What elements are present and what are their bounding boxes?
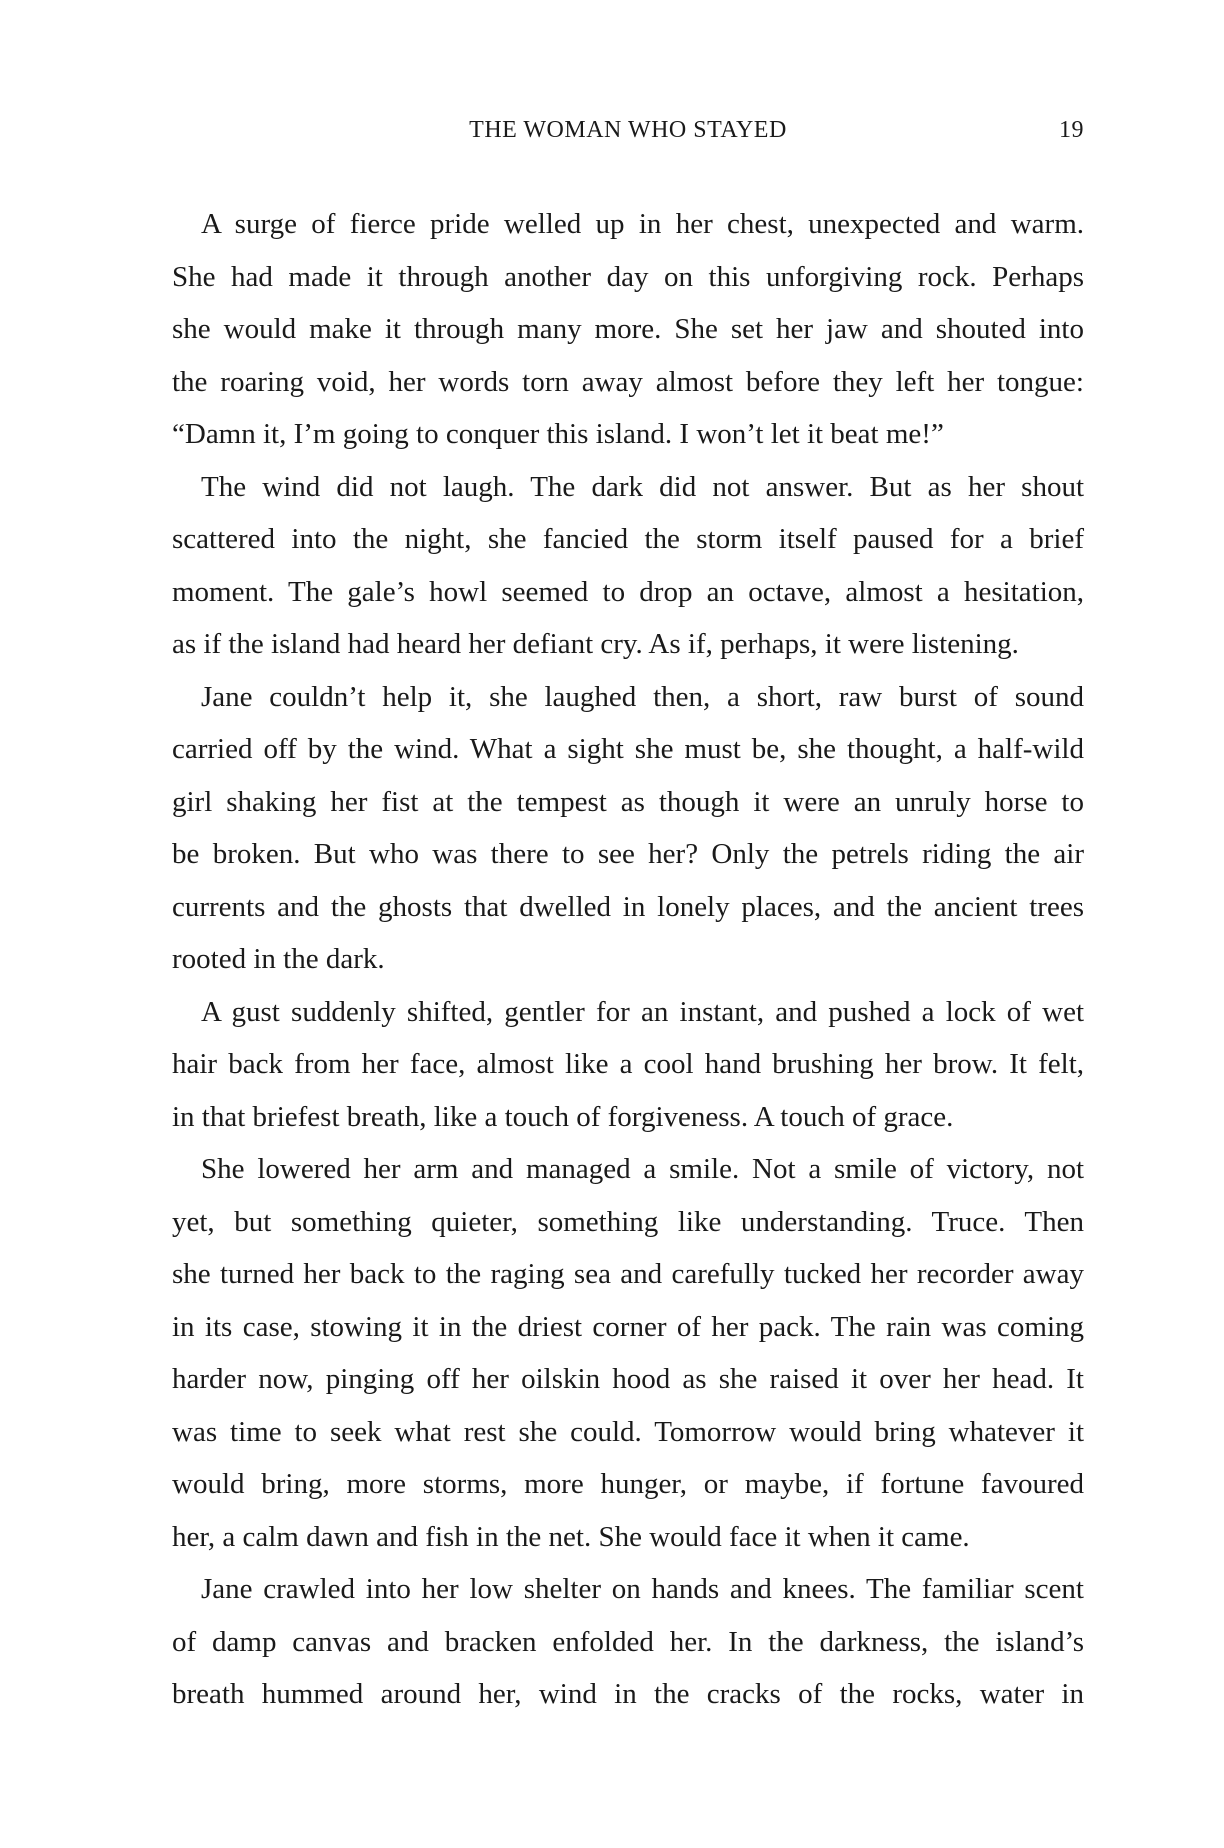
- paragraph: [172, 198, 1084, 461]
- body-text: [172, 198, 1084, 1721]
- text-line: in that briefest breath, like a touch of forgiveness. A touch of grace.: [172, 1100, 954, 1133]
- text-line: be broken. But who was there to see her? Only the petrels riding the air: [172, 838, 1084, 870]
- text-line: moment. The gale’s howl seemed to drop an octave, almost a hesitation,: [172, 575, 1084, 608]
- text-line: of damp canvas and bracken enfolded her. In the darkness, the island’s: [172, 1625, 1084, 1658]
- text-line: breath hummed around her, wind in the cracks of the rocks, water in: [172, 1678, 1084, 1710]
- text-line: hair back from her face, almost like a cool hand brushing her brow. It felt,: [172, 1048, 1084, 1080]
- text-line: she would make it through many more. She set her jaw and shouted into: [172, 313, 1084, 345]
- paragraph: [172, 1563, 1084, 1721]
- text-line: “Damn it, I’m going to conquer this island. I won’t let it beat me!”: [172, 418, 944, 450]
- text-line: girl shaking her fist at the tempest as though it were an unruly horse to: [172, 785, 1084, 818]
- running-head: [172, 112, 1084, 148]
- page-number: 19: [1059, 117, 1084, 143]
- text-line: Jane crawled into her low shelter on hands and knees. The familiar scent: [201, 1573, 1084, 1605]
- text-line: her, a calm dawn and fish in the net. She would face it when it came.: [172, 1520, 970, 1553]
- paragraph: [172, 986, 1084, 1144]
- text-line: yet, but something quieter, something like understanding. Truce. Then: [172, 1205, 1084, 1238]
- text-line: the roaring void, her words torn away almost before they left her tongue:: [172, 365, 1084, 398]
- paragraph: [172, 1143, 1084, 1563]
- text-line: She lowered her arm and managed a smile. Not a smile of victory, not: [201, 1153, 1084, 1185]
- text-line: currents and the ghosts that dwelled in lonely places, and the ancient trees: [172, 890, 1084, 923]
- text-line: The wind did not laugh. The dark did not answer. But as her shout: [201, 470, 1084, 503]
- text-line: as if the island had heard her defiant cry. As if, perhaps, it were listening.: [172, 628, 1019, 660]
- paragraph: [172, 461, 1084, 671]
- text-line: carried off by the wind. What a sight she must be, she thought, a half-wild: [172, 733, 1084, 765]
- text-line: scattered into the night, she fancied the storm itself paused for a brief: [172, 523, 1084, 555]
- text-line: A gust suddenly shifted, gentler for an instant, and pushed a lock of wet: [201, 995, 1084, 1028]
- running-title: THE WOMAN WHO STAYED: [469, 117, 787, 143]
- text-line: She had made it through another day on this unforgiving rock. Perhaps: [172, 260, 1084, 293]
- text-line: was time to seek what rest she could. Tomorrow would bring whatever it: [172, 1415, 1084, 1448]
- text-line: in its case, stowing it in the driest corner of her pack. The rain was coming: [172, 1310, 1084, 1343]
- text-line: harder now, pinging off her oilskin hood as she raised it over her head. It: [172, 1363, 1084, 1395]
- text-line: rooted in the dark.: [172, 943, 385, 975]
- paragraph: [172, 671, 1084, 986]
- text-line: Jane couldn’t help it, she laughed then, a short, raw burst of sound: [201, 680, 1084, 713]
- text-line: she turned her back to the raging sea and carefully tucked her recorder away: [172, 1258, 1084, 1290]
- text-line: would bring, more storms, more hunger, or maybe, if fortune favoured: [172, 1468, 1084, 1500]
- text-line: A surge of fierce pride welled up in her chest, unexpected and warm.: [201, 208, 1084, 240]
